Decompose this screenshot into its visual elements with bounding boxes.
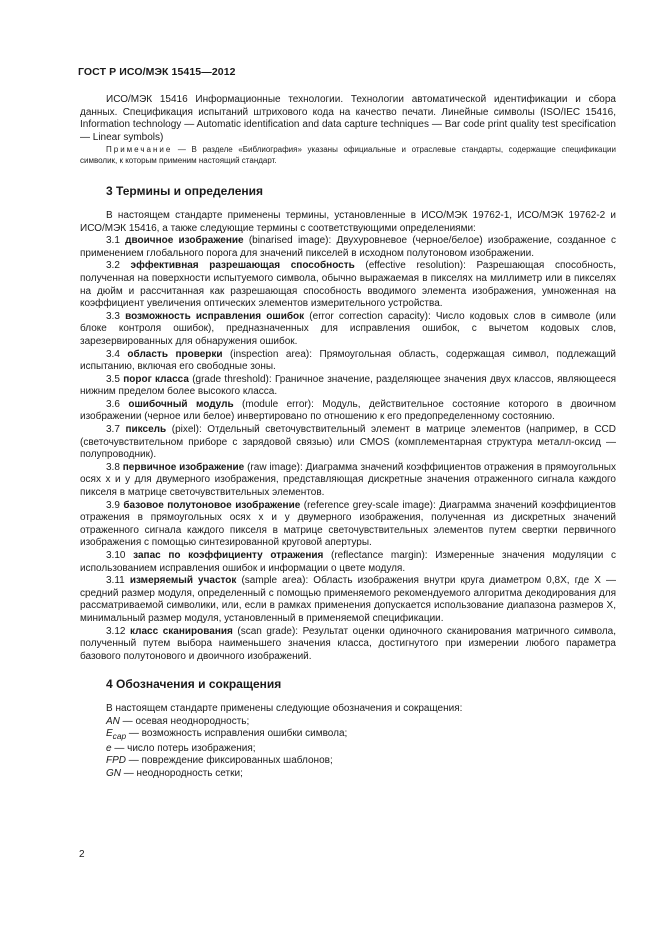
abbr-item: AN — осевая неоднородность; [106,715,250,727]
term-3-3: 3.3 возможность исправления ошибок (error correction capacity): Число кодовых слов в символе (или блоке контроля ошибок), предназначенных для исправления ошибок, с вычетом кодовых слов, зарезервированных для обнаружения ошибок. [80,310,616,347]
term-3-11: 3.11 измеряемый участок (sample area): Область изображения внутри круга диаметром 0,8X, где X — средний размер модуля, определенный с помощью применяемого рекомендуемого алгоритма декодирования для рассматриваемой символики, или, если в рамках применения допускается использование диапазона размеров X, минимальный размер модуля, установленный в применяемой спецификации. [80,575,616,624]
note [80,144,616,166]
running-header: ГОСТ Р ИСО/МЭК 15415—2012 [78,66,236,78]
term-3-12-name: класс сканирования [130,625,233,637]
note-text: — В разделе «Библиография» указаны официальные и отраслевые стандарты, содержащие спецификации символик, к которым применим настоящий стандарт. [80,145,616,166]
section-4-heading: 4 Обозначения и сокращения [106,677,282,692]
term-3-12: 3.12 класс сканирования (scan grade): Результат оценки одиночного сканирования матричного символа, полученный путем выбора наименьшего значения класса, достигнутого при измерении любого параметра базового полутонового и двоичного изображений. [80,625,616,662]
term-3-8-name: первичное изображение [122,461,245,473]
term-3-2: 3.2 эффективная разрешающая способность (effective resolution): Разрешающая способность, полученная на поверхности испытуемого символа, обычно выражаемая в пикселях на миллиметр или в пикселях на дюйм и рассчитанная как разрешающая способность вводимого элемента изображения, умноженная на коэффициент увеличения оптических элементов измерительного устройства. [80,260,616,310]
term-3-2-name: эффективная разрешающая способность [130,260,355,272]
page-content [80,94,616,781]
term-3-6-name: ошибочный модуль [128,398,234,410]
term-3-1-name: двоичное изображение [125,235,244,247]
term-3-9-name: базовое полутоновое изображение [123,499,301,511]
abbr-item: FPD — повреждение фиксированных шаблонов; [106,755,333,767]
term-3-5: 3.5 порог класса (grade threshold): Граничное значение, разделяющее значения двух классов, являющееся нижним пределом более высокого класса. [80,373,617,398]
section-3-intro: В настоящем стандарте применены термины, установленные в ИСО/МЭК 19762-1, ИСО/МЭК 19762-2 и ИСО/МЭК 15416, а также следующие термины с соответствующими определениями: [80,209,616,234]
reference-iso-15416: ИСО/МЭК 15416 Информационные технологии. Технологии автоматической идентификации и сбора данных. Спецификация испытаний штрихового кода на качество печати. Линейные символы (ISO/IEC 15416, Information technology — Automatic identification and data capture techniques — Bar code print quality test specification — Linear symbols) [80,94,616,143]
page-number: 2 [79,849,85,860]
abbr-item: $E_{cap}$ — возможность исправления ошибки символа; [106,728,348,742]
term-3-4-name: область проверки [127,348,223,360]
term-3-3-name: возможность исправления ошибок [125,310,305,322]
term-3-4: 3.4 область проверки (inspection area): Прямоугольная область, содержащая символ, подлежащий испытанию, включая его свободные зоны. [80,348,617,373]
term-3-7-name: пиксель [125,424,167,436]
term-3-7: 3.7 пиксель (pixel): Отдельный светочувствительный элемент в матрице элементов (например, в CCD (светочувствительном приборе с зарядовой связью) или CMOS (комплементарная структура металл-оксид —полупроводник). [80,424,617,461]
term-3-5-name: порог класса [123,373,189,385]
term-3-6: 3.6 ошибочный модуль (module error): Модуль, действительное состояние которого в двоичном изображении (черное или белое) инвертировано по отношению к его предопределенному состоянию. [80,398,616,423]
term-3-1: 3.1 двоичное изображение (binarised image): Двухуровневое (черное/белое) изображение, созданное с применением глобального порога для значений пикселей в исходном полутоновом изображении. [80,235,616,259]
abbreviations-list [80,703,616,781]
section-4-intro: В настоящем стандарте применены следующие обозначения и сокращения: [106,702,463,714]
term-3-11-name: измеряемый участок [129,575,237,587]
note-label: Примечание [106,145,173,155]
section-3-heading: 3 Термины и определения [106,184,264,199]
abbr-item: GN — неоднородность сетки; [106,767,243,779]
term-3-10-name: запас по коэффициенту отражения [133,550,324,561]
term-3-8: 3.8 первичное изображение (raw image): Диаграмма значений коэффициентов отражения в прямоугольных осях x и y для двумерного изображения, представляющая дискретные значения отраженного сигнала каждого пикселя в матрице светочувствительных элементов. [80,461,616,499]
term-3-9: 3.9 базовое полутоновое изображение (reference grey-scale image): Диаграмма значений коэффициентов отражения в прямоугольных осях x и y двумерного изображения, полученная из дискретных значений отраженного сигнала каждого пикселя в матрице светочувствительных элементов путем свертки первичного изображения с помощью синтезированной круговой апертуры. [80,499,616,549]
term-3-10: 3.10 запас по коэффициенту отражения (reflectance margin): Измеренные значения модуляции с использованием исправления ошибок и информации о цвете модуля. [80,550,617,574]
abbr-item: e — число потерь изображения; [106,742,256,754]
